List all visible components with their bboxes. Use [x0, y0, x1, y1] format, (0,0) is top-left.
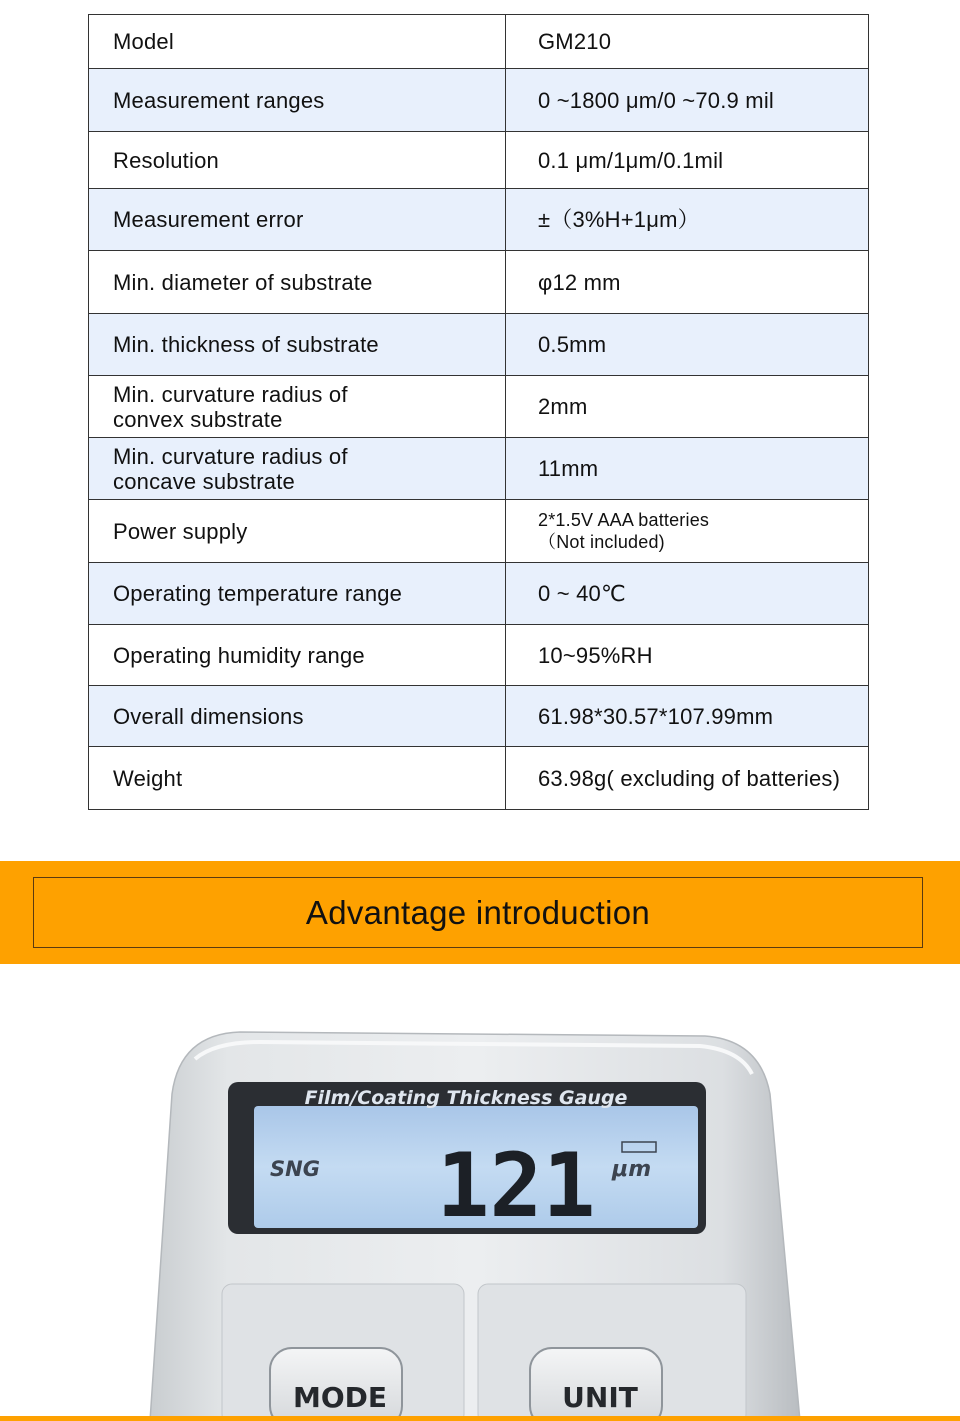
lcd-unit: μm	[612, 1157, 652, 1182]
spec-key: Resolution	[89, 132, 506, 189]
spec-value: 0 ~ 40℃	[506, 563, 869, 625]
unit-button-label: UNIT	[562, 1381, 638, 1414]
spec-row-min-thickness	[89, 314, 869, 376]
spec-row-power-supply	[89, 500, 869, 563]
spec-value: 0 ~1800 μm/0 ~70.9 mil	[506, 69, 869, 132]
spec-row-concave-radius	[89, 438, 869, 500]
spec-row-model	[89, 15, 869, 69]
spec-row-temperature-range	[89, 563, 869, 625]
device-photo	[0, 964, 960, 1421]
spec-value: 61.98*30.57*107.99mm	[506, 686, 869, 747]
thickness-gauge-image	[0, 964, 960, 1421]
section-title: Advantage introduction	[305, 893, 651, 931]
spec-value: 10~95%RH	[506, 625, 869, 686]
spec-row-overall-dimensions	[89, 686, 869, 747]
spec-value: 0.5mm	[506, 314, 869, 376]
spec-value: 2mm	[506, 376, 869, 438]
bottom-accent-line	[0, 1416, 960, 1421]
spec-row-humidity-range	[89, 625, 869, 686]
spec-key: Operating temperature range	[89, 563, 506, 625]
spec-key: Overall dimensions	[89, 686, 506, 747]
spec-key: Min. curvature radius of concave substrate	[89, 438, 506, 500]
lcd-mode: SNG	[270, 1157, 320, 1181]
specifications-table	[88, 14, 869, 810]
banner-frame	[33, 877, 923, 948]
spec-key: Power supply	[89, 500, 506, 563]
spec-row-resolution	[89, 132, 869, 189]
mode-button-label: MODE	[292, 1381, 388, 1414]
spec-key: Weight	[89, 747, 506, 810]
spec-key: Min. diameter of substrate	[89, 251, 506, 314]
spec-key: Operating humidity range	[89, 625, 506, 686]
spec-row-measurement-error	[89, 189, 869, 251]
spec-key: Model	[89, 15, 506, 69]
spec-value: 0.1 μm/1μm/0.1mil	[506, 132, 869, 189]
spec-value: GM210	[506, 15, 869, 69]
spec-row-min-diameter	[89, 251, 869, 314]
spec-value: 63.98g( excluding of batteries)	[506, 747, 869, 810]
spec-value: 2*1.5V AAA batteries （Not included)	[506, 500, 869, 563]
section-banner	[0, 861, 960, 964]
spec-key: Min. thickness of substrate	[89, 314, 506, 376]
spec-value: 11mm	[506, 438, 869, 500]
spec-key: Min. curvature radius of convex substrate	[89, 376, 506, 438]
spec-key: Measurement ranges	[89, 69, 506, 132]
spec-key: Measurement error	[89, 189, 506, 251]
spec-row-convex-radius	[89, 376, 869, 438]
spec-row-measurement-ranges	[89, 69, 869, 132]
spec-row-weight	[89, 747, 869, 810]
spec-value: φ12 mm	[506, 251, 869, 314]
spec-value: ±（3%H+1μm）	[506, 189, 869, 251]
lcd-reading: 121	[436, 1134, 596, 1237]
lcd-title: Film/Coating Thickness Gauge	[304, 1087, 628, 1109]
